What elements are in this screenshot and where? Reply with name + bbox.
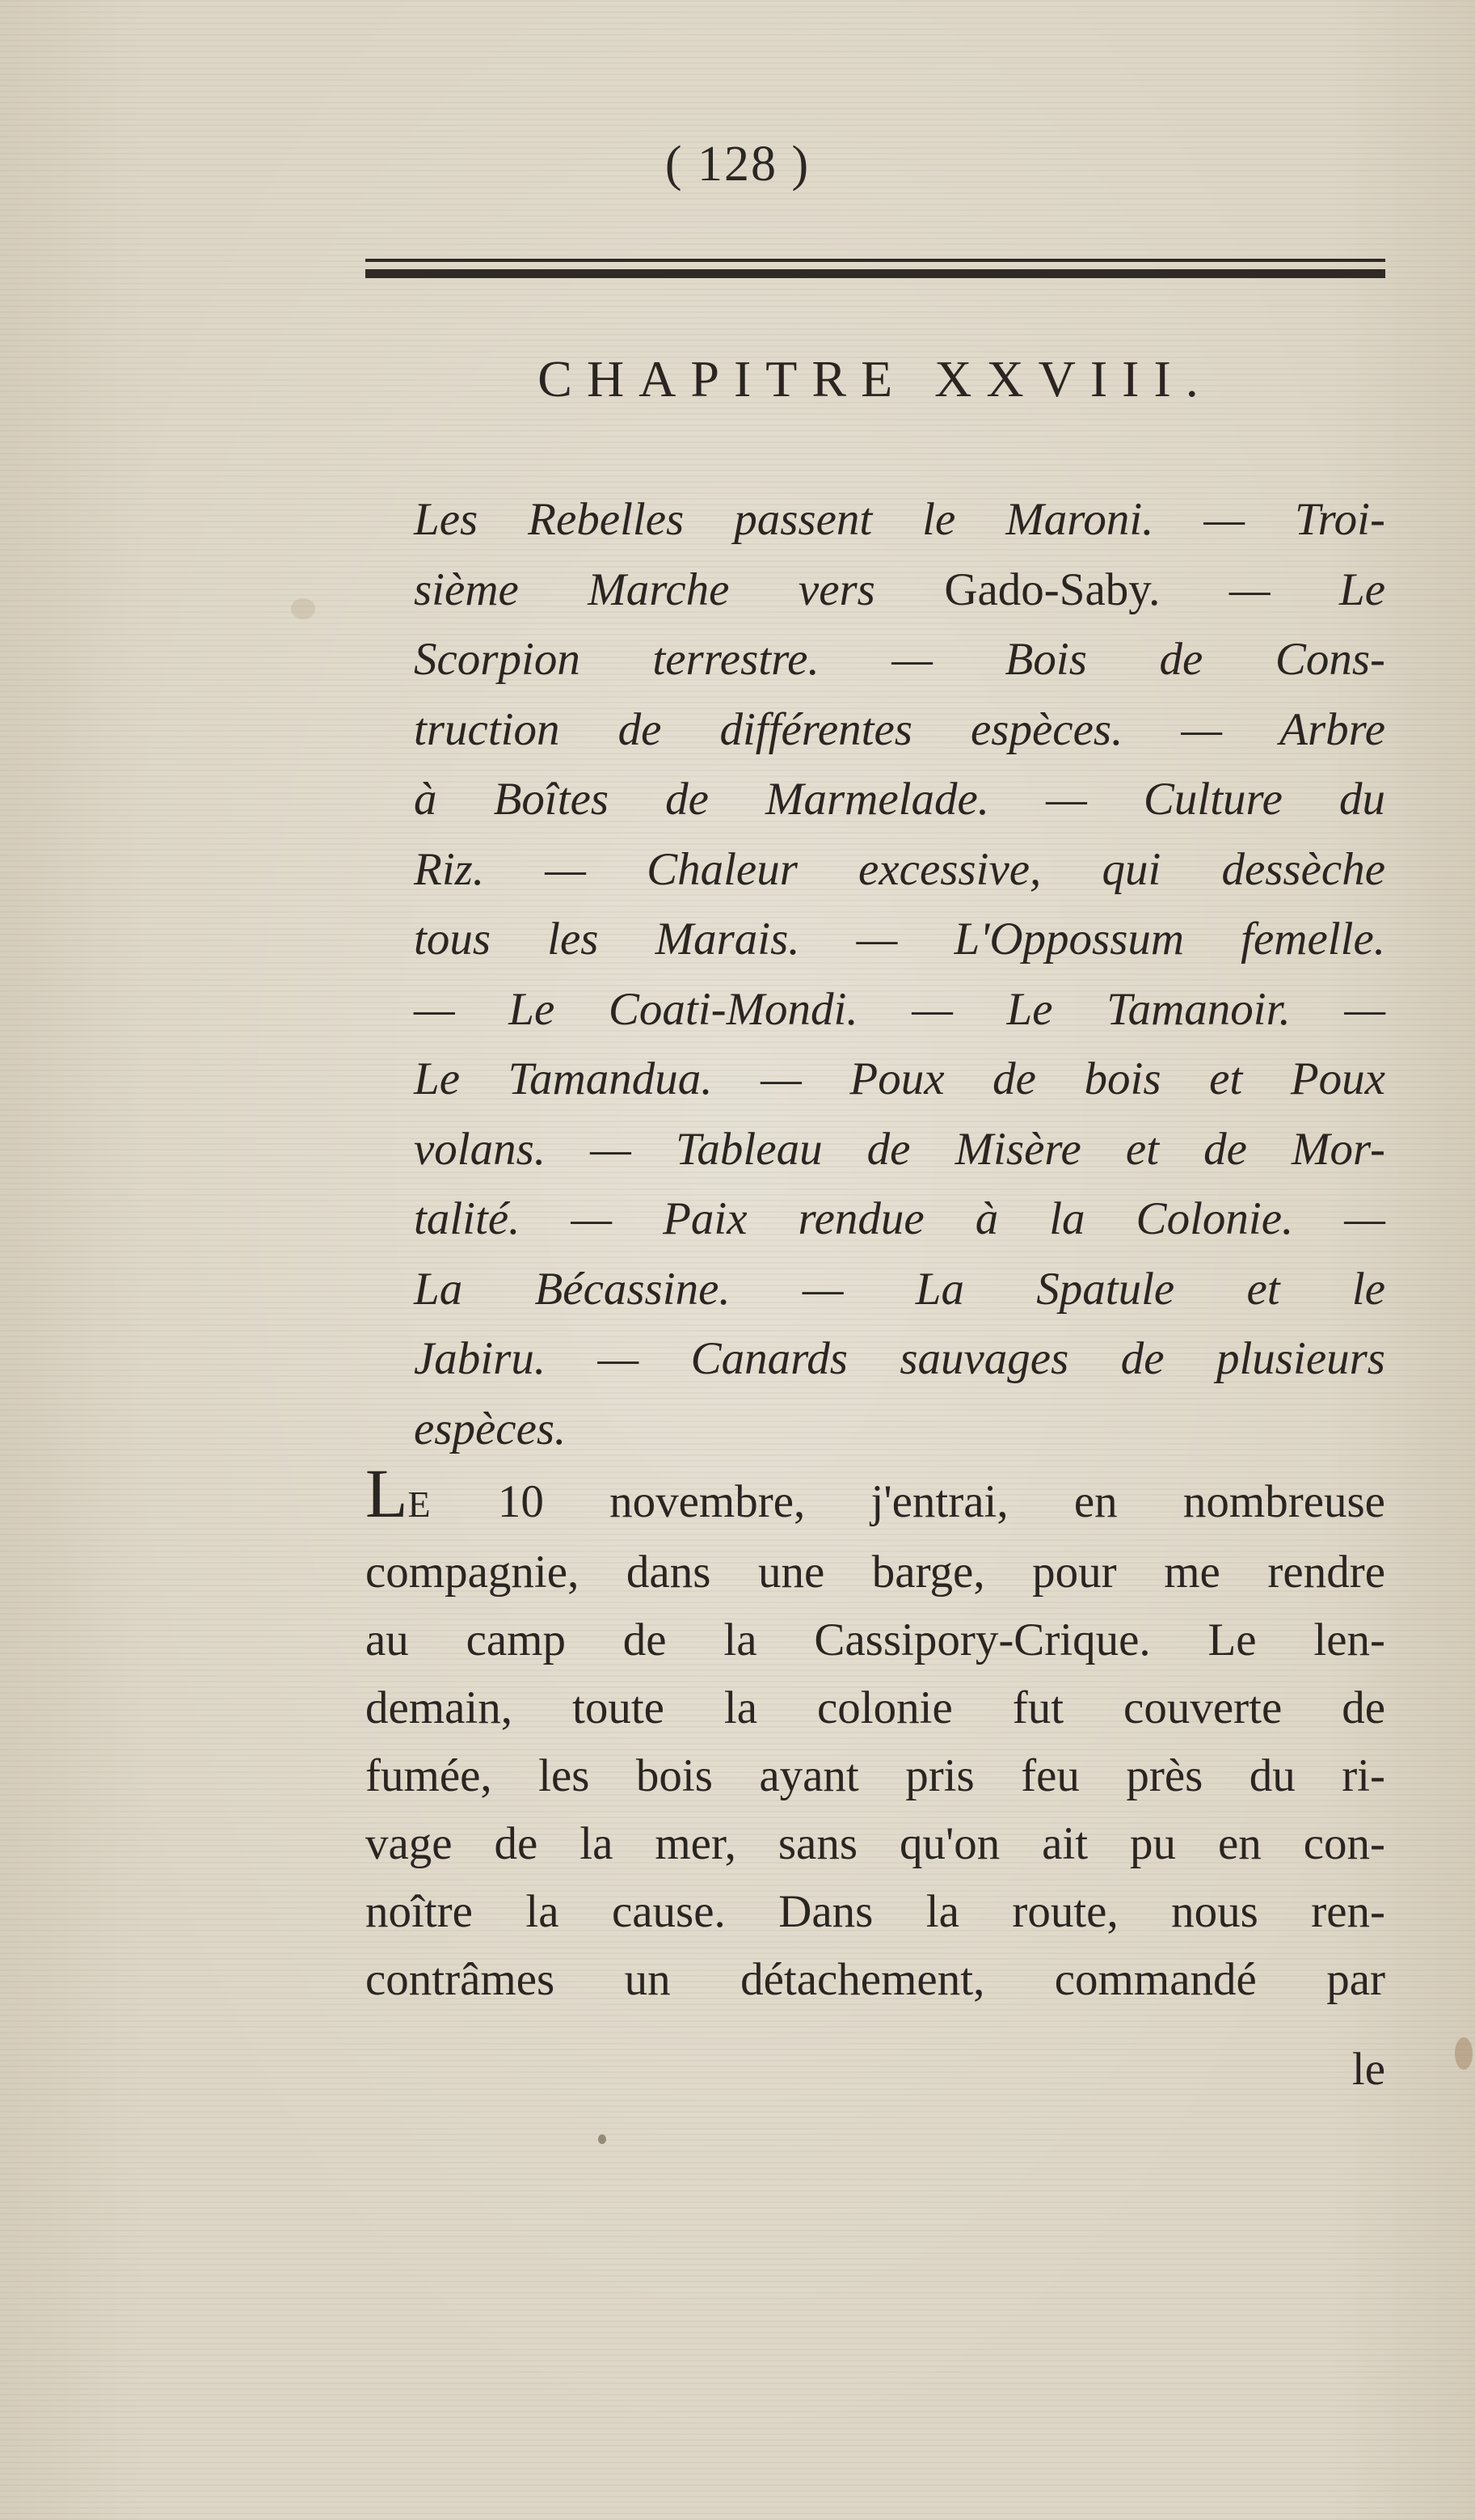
summary-line: Riz. — Chaleur excessive, qui dessèche bbox=[414, 843, 1385, 895]
body-paragraph bbox=[365, 1454, 1385, 2014]
small-caps: E bbox=[407, 1484, 432, 1525]
drop-cap: L bbox=[365, 1454, 408, 1532]
summary-line: Jabiru. — Canards sauvages de plusieurs bbox=[414, 1333, 1385, 1384]
body-line bbox=[365, 1454, 1385, 1539]
summary-line: — Le Coati-Mondi. — Le Tamanoir. — bbox=[414, 983, 1385, 1035]
body-line: vage de la mer, sans qu'on ait pu en con- bbox=[365, 1818, 1385, 1869]
summary-line: à Boîtes de Marmelade. — Culture du bbox=[414, 774, 1385, 825]
summary-line: tous les Marais. — L'Oppossum femelle. bbox=[414, 914, 1385, 965]
body-line: fumée, les bois ayant pris feu près du ri- bbox=[365, 1750, 1385, 1801]
summary-line-part: — Le bbox=[1228, 564, 1385, 615]
paper-speck bbox=[598, 2134, 606, 2144]
summary-place-name: Gado-Saby. bbox=[944, 564, 1161, 615]
body-line: contrâmes un détachement, commandé par bbox=[365, 1954, 1385, 2005]
summary-line: espèces. bbox=[414, 1403, 567, 1454]
summary-line: Le Tamandua. — Poux de bois et Poux bbox=[414, 1053, 1385, 1104]
body-line: au camp de la Cassipory-Crique. Le len- bbox=[365, 1615, 1385, 1665]
chapter-title: CHAPITRE XXVIII. bbox=[537, 350, 1213, 407]
page-number: ( 128 ) bbox=[664, 137, 811, 192]
summary-line: volans. — Tableau de Misère et de Mor- bbox=[414, 1123, 1385, 1175]
summary-line: Les Rebelles passent le Maroni. — Troi- bbox=[414, 494, 1385, 545]
paper-stain bbox=[1455, 2037, 1473, 2070]
body-line-text: 10 novembre, j'entrai, en nombreuse bbox=[432, 1476, 1385, 1527]
summary-line: La Bécassine. — La Spatule et le bbox=[414, 1263, 1385, 1315]
paper-stain bbox=[291, 598, 315, 619]
summary-line-part: sième Marche vers bbox=[414, 564, 875, 615]
body-line: noître la cause. Dans la route, nous ren- bbox=[365, 1886, 1385, 1937]
body-line: compagnie, dans une barge, pour me rendre bbox=[365, 1547, 1385, 1598]
body-line: demain, toute la colonie fut couverte de bbox=[365, 1682, 1385, 1733]
catchword: le bbox=[1351, 2044, 1385, 2095]
summary-line: Scorpion terrestre. — Bois de Cons- bbox=[414, 634, 1385, 685]
summary-line bbox=[414, 555, 1385, 626]
header-rule-thick bbox=[365, 269, 1385, 278]
summary-line: truction de différentes espèces. — Arbre bbox=[414, 703, 1385, 755]
chapter-summary bbox=[414, 485, 1385, 1464]
summary-line: talité. — Paix rendue à la Colonie. — bbox=[414, 1193, 1385, 1244]
header-rule-thin bbox=[365, 259, 1385, 262]
